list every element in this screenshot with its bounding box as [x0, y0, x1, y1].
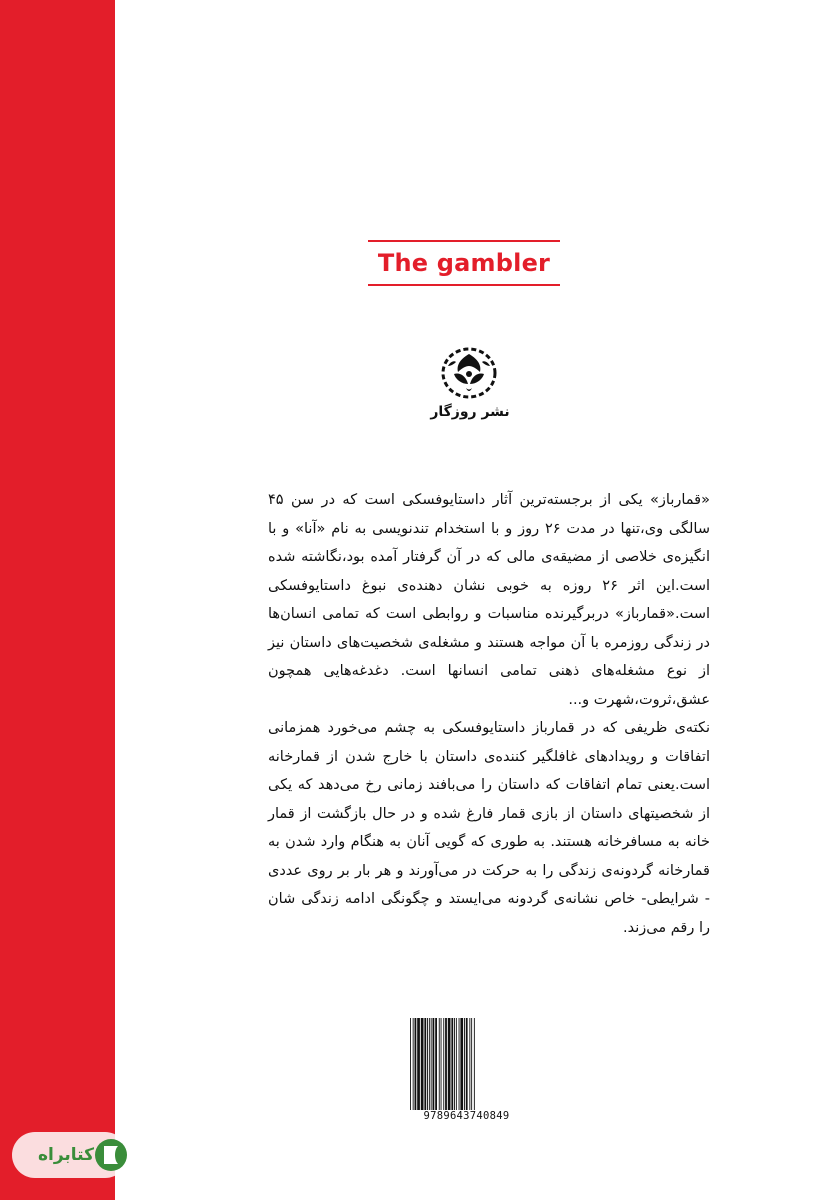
- isbn-number: 9789643740849: [423, 1110, 510, 1122]
- barcode-bar: [471, 1018, 472, 1110]
- barcode-bar: [464, 1018, 465, 1110]
- red-spine: [0, 0, 115, 1200]
- barcode-bar: [435, 1018, 437, 1110]
- barcode-bar: [451, 1018, 453, 1110]
- book-title-frame: [368, 240, 560, 286]
- publisher-name: نشر روزگار: [430, 404, 510, 420]
- barcode-bar: [413, 1018, 414, 1110]
- book-title: The gambler: [377, 249, 551, 277]
- barcode-bar: [445, 1018, 447, 1110]
- ketabrah-logo-icon: [94, 1138, 128, 1172]
- barcode-bar: [427, 1018, 428, 1110]
- description-paragraph-2: نکته‌ی ظریفی که در قمارباز داستایوفسکی به چشم می‌خورد همزمانی اتفاقات و رویدادهای غافلگیر کننده‌ی داستان با خارج شدن از قمارخانه است.یعنی تمام اتفاقات که داستان را می‌بافند زمانی رخ می‌دهد که یکی از شخصیتهای داستان از بازی قمار فارغ شده و در حال بازگشت از قمار خانه به مسافرخانه هستند. به طوری که گویی آنان به هنگام وارد شدن به قمارخانه گردونه‌ی زندگی را به حرکت در می‌آورند و هر بار بر روی عددی - شرایطی- خاص نشانه‌ی گردونه می‌ایستد و چگونگی ادامه زندگی شان را رقم می‌زند.: [268, 720, 710, 936]
- barcode-bar: [431, 1018, 432, 1110]
- barcode-bar: [439, 1018, 440, 1110]
- barcode-bar: [456, 1018, 457, 1110]
- barcode-bar: [454, 1018, 455, 1110]
- description-paragraph-1: «قمارباز» یکی از برجسته‌ترین آثار داستایوفسکی است که در سن ۴۵ سالگی وی،تنها در مدت ۲۶ روز و با استخدام تندنویسی به نام «آنا» و با انگیزه‌ی خلاصی از مضیقه‌ی مالی که در آن گرفتار آمده بود،نگاشته شده است.این اثر ۲۶ روزه به خوبی نشان دهنده‌ی نبوغ داستایوفسکی است.«قمارباز» دربرگیرنده مناسبات و روابطی است که تمامی انسان‌ها در زندگی روزمره با آن مواجه هستند و مشغله‌ی شخصیت‌های داستان نیز از نوع مشغله‌های ذهنی تمامی انسانها است. دغدغه‌هایی همچون عشق،ثروت،شهرت و...: [268, 492, 710, 708]
- barcode-bar: [429, 1018, 430, 1110]
- ketabrah-watermark: [12, 1132, 128, 1178]
- barcode-bar: [443, 1018, 444, 1110]
- barcode-bar: [417, 1018, 420, 1110]
- publisher-logo-icon: [436, 344, 502, 402]
- barcode-bar: [433, 1018, 435, 1110]
- barcode-bar: [474, 1018, 475, 1110]
- barcode-bar: [459, 1018, 460, 1110]
- barcode-bar: [448, 1018, 451, 1110]
- barcode-bar: [421, 1018, 424, 1110]
- barcode-bar: [424, 1018, 426, 1110]
- barcode-bar: [441, 1018, 442, 1110]
- watermark-label: کتابراه: [37, 1145, 94, 1165]
- barcode-bar: [460, 1018, 463, 1110]
- book-description: [268, 486, 710, 942]
- barcode-bar: [410, 1018, 411, 1110]
- barcode-bar: [466, 1018, 468, 1110]
- barcode-bar: [469, 1018, 470, 1110]
- barcode-bar: [415, 1018, 417, 1110]
